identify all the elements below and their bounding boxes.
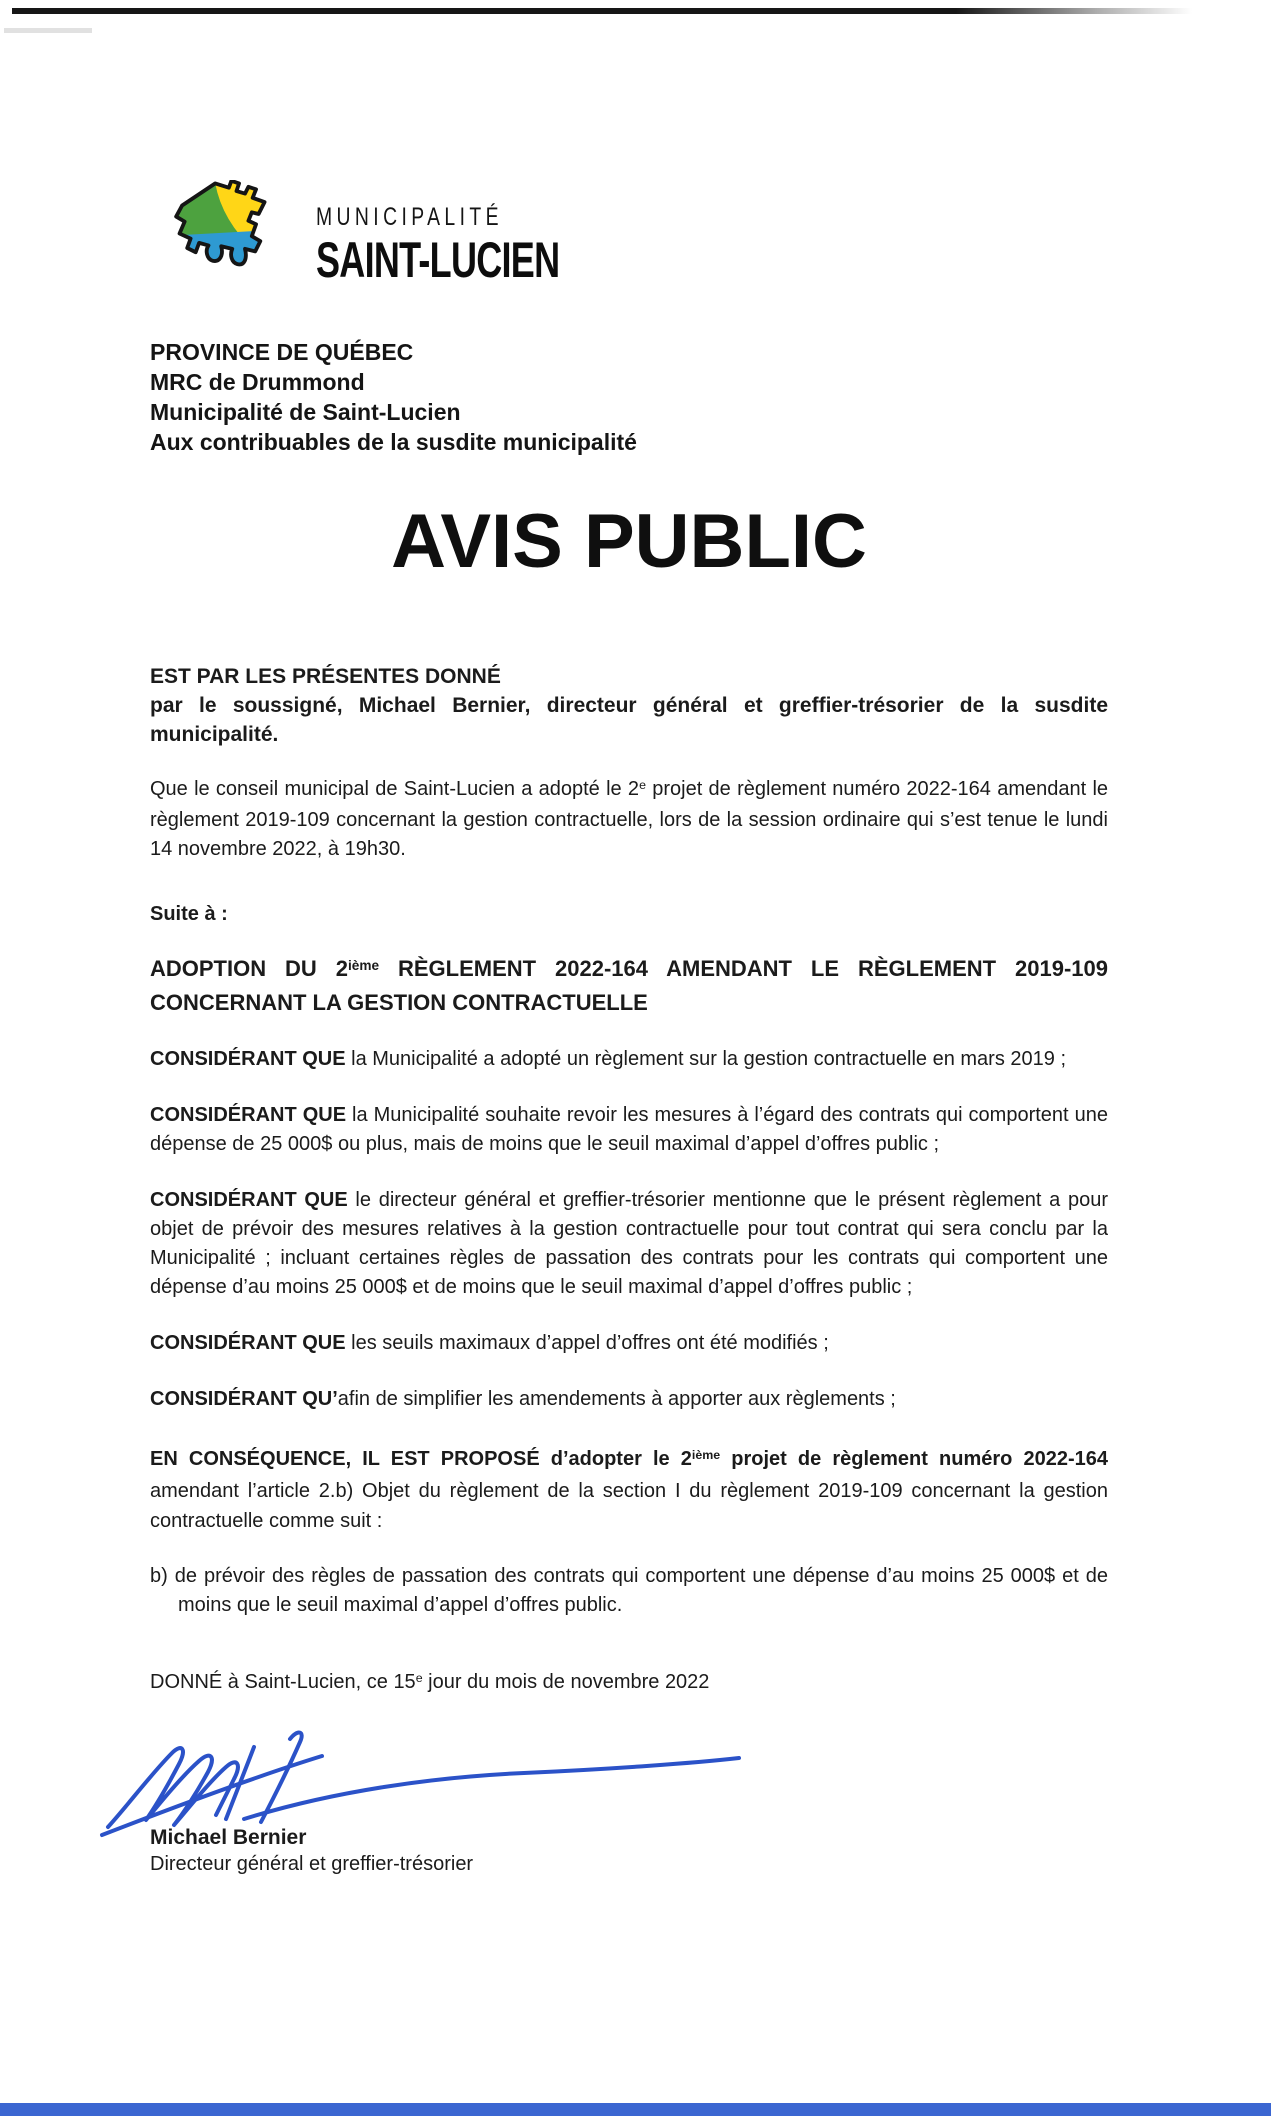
ordinal-superscript: ième bbox=[347, 957, 380, 973]
page-title: AVIS PUBLIC bbox=[391, 499, 867, 584]
adoption-paragraph-text: Que le conseil municipal de Saint-Lucien a adopté le 2 bbox=[150, 778, 640, 800]
item-b-paragraph bbox=[150, 1562, 1108, 1620]
reglement-heading-text: RÈGLEMENT 2022-164 AMENDANT LE RÈGLEMENT 2019-109 CONCERNANT LA GESTION CONTRACTUELLE bbox=[150, 956, 1108, 1015]
conclusion-lead: EN CONSÉQUENCE, IL EST PROPOSÉ d’adopter le 2 bbox=[150, 1448, 692, 1470]
given-paragraph bbox=[150, 662, 1108, 749]
letterhead-contribuables: Aux contribuables de la susdite municipalité bbox=[150, 429, 637, 455]
considerant-text: la Municipalité souhaite revoir les mesures à l’égard des contrats qui comportent une dépense de 25 000$ ou plus, mais de moins que le seuil maximal d’appel d’offres public ; bbox=[150, 1104, 1108, 1155]
reglement-heading-text: ADOPTION DU 2 bbox=[150, 956, 348, 981]
considerant-paragraph bbox=[150, 1045, 1108, 1074]
item-b-text: de prévoir des règles de passation des contrats qui comportent une dépense d’au moins 25 000$ et de moins que le seuil maximal d’appel d’offres public. bbox=[167, 1565, 1108, 1616]
considerant-text: la Municipalité a adopté un règlement sur la gestion contractuelle en mars 2019 ; bbox=[345, 1048, 1066, 1070]
letterhead-province: PROVINCE DE QUÉBEC bbox=[150, 339, 414, 365]
ordinal-superscript: e bbox=[415, 1671, 423, 1686]
done-line bbox=[150, 1668, 1108, 1699]
considerant-paragraph bbox=[150, 1385, 1108, 1414]
done-line-text: DONNÉ à Saint-Lucien, ce 15 bbox=[150, 1671, 416, 1693]
considerant-lead: CONSIDÉRANT QUE bbox=[150, 1104, 347, 1126]
logo-wordmark-municipalite: MUNICIPALITÉ bbox=[316, 202, 503, 231]
adoption-paragraph bbox=[150, 775, 1108, 864]
considerant-paragraph bbox=[150, 1329, 1108, 1358]
adoption-paragraph-text: projet de règlement numéro 2022-164 amendant le règlement 2019-109 concernant la gestion contractuelle, lors de la session ordinaire qui s’est tenue le lundi 14 novembre 2022, à 19h30. bbox=[150, 778, 1109, 860]
ordinal-superscript: e bbox=[639, 778, 646, 793]
reglement-heading bbox=[150, 953, 1108, 1018]
signature-block bbox=[94, 1719, 1108, 1839]
considerant-text: afin de simplifier les amendements à apporter aux règlements ; bbox=[337, 1388, 896, 1410]
signatory-role: Directeur général et greffier-trésorier bbox=[150, 1853, 474, 1875]
considerant-lead: CONSIDÉRANT QUE bbox=[150, 1048, 346, 1070]
considerant-paragraph bbox=[150, 1101, 1108, 1159]
letterhead-mrc: MRC de Drummond bbox=[150, 369, 365, 395]
considerant-paragraph bbox=[150, 1186, 1108, 1302]
given-body: par le soussigné, Michael Bernier, directeur général et greffier-trésorier de la susdite municipalité. bbox=[150, 694, 1108, 746]
conclusion-paragraph bbox=[150, 1444, 1108, 1536]
considerant-lead: CONSIDÉRANT QU’ bbox=[150, 1388, 338, 1410]
logo-wordmark-saint-lucien: SAINT-LUCIEN bbox=[316, 232, 560, 288]
letterhead-block bbox=[150, 337, 1108, 457]
item-b-marker: b) bbox=[150, 1565, 168, 1587]
done-line-text: jour du mois de novembre 2022 bbox=[422, 1671, 710, 1693]
ordinal-superscript: ième bbox=[691, 1448, 721, 1463]
signatory-name: Michael Bernier bbox=[150, 1826, 307, 1849]
letterhead-municipalite: Municipalité de Saint-Lucien bbox=[150, 399, 461, 425]
saint-lucien-emblem-icon bbox=[164, 180, 292, 282]
considerant-lead: CONSIDÉRANT QUE bbox=[150, 1332, 346, 1354]
given-heading: EST PAR LES PRÉSENTES DONNÉ bbox=[150, 665, 501, 688]
suite-label: Suite à : bbox=[150, 903, 228, 925]
conclusion-lead: projet de règlement numéro 2022-164 bbox=[720, 1448, 1108, 1470]
considerant-text: le directeur général et greffier-trésorier mentionne que le présent règlement a pour objet de prévoir des mesures relatives à la gestion contractuelle pour tout contrat qui sera conclu par la Municipalité ; incluant certaines règles de passation des contrats pour les contrats qui comportent une dépense d’au moins 25 000$ et de moins que le seuil maximal d’appel d’offres public ; bbox=[150, 1189, 1108, 1298]
scan-smudge bbox=[4, 28, 92, 33]
bottom-blue-bar bbox=[0, 2103, 1271, 2116]
considerant-lead: CONSIDÉRANT QUE bbox=[150, 1189, 348, 1211]
conclusion-text: amendant l’article 2.b) Objet du règlement de la section I du règlement 2019-109 concernant la gestion contractuelle comme suit : bbox=[150, 1480, 1108, 1532]
considerant-text: les seuils maximaux d’appel d’offres ont été modifiés ; bbox=[345, 1332, 829, 1354]
signature-image bbox=[94, 1719, 774, 1839]
logo-wordmark bbox=[316, 180, 654, 289]
document-content bbox=[150, 0, 1108, 1877]
municipality-logo bbox=[164, 180, 1108, 289]
